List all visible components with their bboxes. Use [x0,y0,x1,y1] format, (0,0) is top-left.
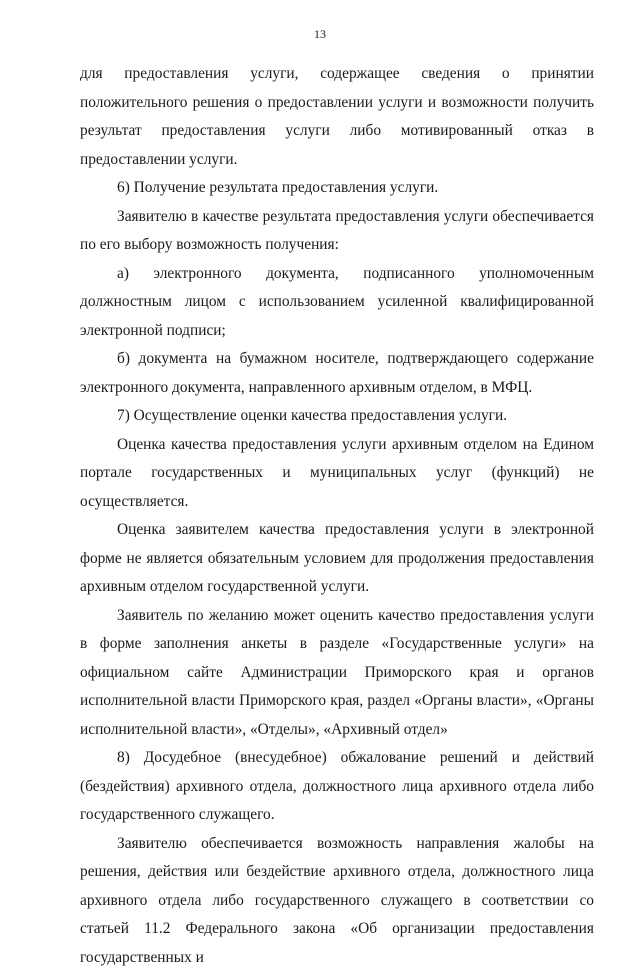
paragraph-option-a: а) электронного документа, подписанного уполномоченным должностным лицом с использованием усиленной квалифицированной электронной подписи; [80,260,594,346]
paragraph-item-7-heading: 7) Осуществление оценки качества предоставления услуги. [80,402,594,431]
paragraph-item-6-heading: 6) Получение результата предоставления услуги. [80,174,594,203]
paragraph-quality-portal: Оценка качества предоставления услуги архивным отделом на Едином портале государственных и муниципальных услуг (функций) не осуществляется. [80,431,594,517]
paragraph-quality-electronic: Оценка заявителем качества предоставления услуги в электронной форме не является обязательным условием для продолжения предоставления архивным отделом государственной услуги. [80,516,594,602]
document-body [80,60,594,972]
paragraph-continuation: для предоставления услуги, содержащее сведения о принятии положительного решения о предоставлении услуги и возможности получить результат предоставления услуги либо мотивированный отказ в предоставлении услуги. [80,60,594,174]
paragraph-result-options: Заявителю в качестве результата предоставления услуги обеспечивается по его выбору возможность получения: [80,203,594,260]
paragraph-item-8-heading: 8) Досудебное (внесудебное) обжалование решений и действий (бездействия) архивного отдела, должностного лица архивного отдела либо государственного служащего. [80,744,594,830]
page-number: 13 [0,27,640,42]
paragraph-option-b: б) документа на бумажном носителе, подтверждающего содержание электронного документа, направленного архивным отделом, в МФЦ. [80,345,594,402]
paragraph-complaint: Заявителю обеспечивается возможность направления жалобы на решения, действия или бездействие архивного отдела, должностного лица архивного отдела либо государственного служащего в соответствии со статьей 11.2 Федерального закона «Об организации предоставления государственных и [80,830,594,972]
paragraph-quality-survey: Заявитель по желанию может оценить качество предоставления услуги в форме заполнения анкеты в разделе «Государственные услуги» на официальном сайте Администрации Приморского края и органов исполнительной власти Приморского края, раздел «Органы власти», «Органы исполнительной власти», «Отделы», «Архивный отдел» [80,602,594,745]
